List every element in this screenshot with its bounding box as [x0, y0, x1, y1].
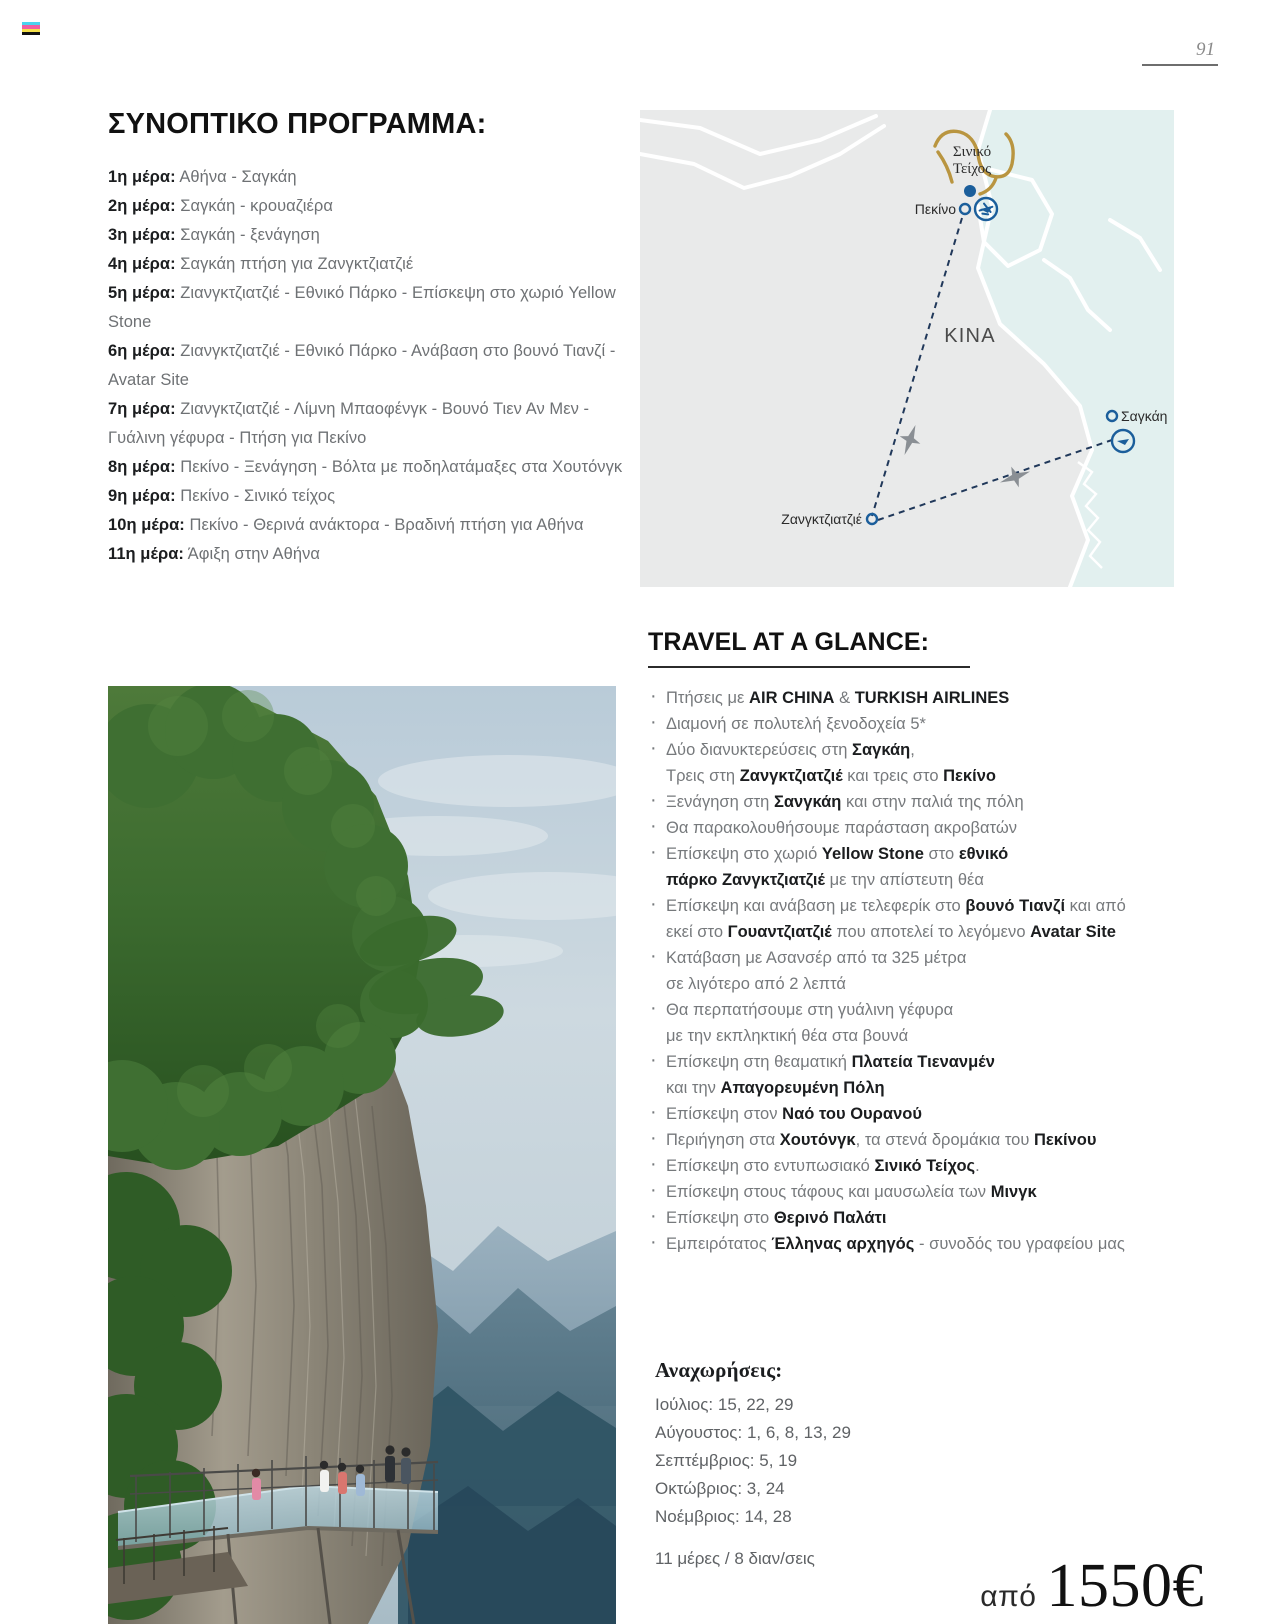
glance-item: [648, 711, 1184, 737]
departure-month-row: [655, 1503, 1015, 1531]
glance-item-highlight: πάρκο Ζανγκτζιατζιέ: [666, 871, 825, 889]
glance-item-highlight: Χουτόνγκ: [779, 1131, 856, 1149]
map-city-label-shanghai: Σαγκάη: [1121, 408, 1168, 424]
itinerary-day-label: 8η μέρα:: [108, 458, 176, 476]
itinerary-day-text: Σαγκάη - ξενάγηση: [175, 226, 320, 244]
itinerary-day-label: 4η μέρα:: [108, 255, 176, 273]
glance-item-text: &: [834, 689, 855, 707]
glance-item-text: και από: [1065, 897, 1126, 915]
glance-item-text: Θα περπατήσουμε στη γυάλινη γέφυρα: [666, 1001, 954, 1019]
glance-item-text: ,: [910, 741, 915, 759]
glance-item-highlight: Σινικό Τείχος: [874, 1157, 976, 1175]
glance-item-text: Εμπειρότατος: [666, 1235, 772, 1253]
itinerary-day: [108, 482, 624, 511]
map-landmark-label-line2: Τείχος: [952, 161, 992, 177]
departure-month-row: [655, 1391, 1015, 1419]
glance-item-text: .: [975, 1157, 980, 1175]
trip-duration: 11 μέρες / 8 διαν/σεις: [655, 1549, 815, 1568]
map-landmark-label-line1: Σινικό: [952, 144, 992, 160]
glance-item-highlight: Γουαντζιατζιέ: [727, 923, 832, 941]
itinerary-day: [108, 279, 624, 337]
glance-item-text: και στην παλιά της πόλη: [841, 793, 1024, 811]
glance-item-text: σε λιγότερο από 2 λεπτά: [666, 975, 846, 993]
glance-item-text: Τρεις στη: [666, 767, 740, 785]
itinerary-day-text: Σαγκάη - κρουαζιέρα: [175, 197, 333, 215]
glance-item: [648, 1127, 1184, 1153]
itinerary-day-text: Πεκίνο - Ξενάγηση - Βόλτα με ποδηλατάμαξες στα Χουτόνγκ: [175, 458, 623, 476]
itinerary-section: [108, 108, 624, 569]
departure-month-name: Ιούλιος:: [655, 1395, 718, 1414]
departure-month-name: Σεπτέμβριος:: [655, 1451, 760, 1470]
page-number: 91: [1196, 39, 1215, 60]
departure-dates: 15, 22, 29: [717, 1395, 794, 1414]
glance-item: [648, 1153, 1184, 1179]
itinerary-day: [108, 163, 624, 192]
glance-item-text: Διαμονή σε πολυτελή ξενοδοχεία 5*: [666, 715, 926, 733]
glance-item: [648, 1101, 1184, 1127]
glance-item-text: , τα στενά δρομάκια του: [855, 1131, 1034, 1149]
glance-item-highlight: TURKISH AIRLINES: [854, 689, 1010, 707]
glance-item-text: με την απίστευτη θέα: [824, 871, 984, 889]
glance-item-text: εκεί στο: [666, 923, 728, 941]
glance-item: [648, 1205, 1184, 1231]
glance-item: [648, 997, 1184, 1049]
price-amount: 1550€: [1046, 1552, 1204, 1621]
itinerary-list: [108, 163, 624, 569]
glance-item: [648, 789, 1184, 815]
glance-item-text: Επίσκεψη στον: [666, 1105, 783, 1123]
glance-item-highlight: Πλατεία Τιενανμέν: [851, 1053, 995, 1071]
itinerary-day-label: 5η μέρα:: [108, 284, 176, 302]
glance-item-highlight: Θερινό Παλάτι: [773, 1209, 887, 1227]
departure-month-name: Αύγουστος:: [655, 1423, 747, 1442]
itinerary-day: [108, 540, 624, 569]
departure-month-name: Νοέμβριος:: [655, 1507, 745, 1526]
glance-item-highlight: Yellow Stone: [821, 845, 924, 863]
departure-dates: 14, 28: [744, 1507, 792, 1526]
glance-item: [648, 1231, 1184, 1257]
itinerary-day-text: Αθήνα - Σαγκάη: [175, 168, 297, 186]
itinerary-day-label: 1η μέρα:: [108, 168, 176, 186]
glance-item-text: και την: [666, 1079, 721, 1097]
itinerary-day: [108, 221, 624, 250]
travel-at-a-glance-section: [648, 628, 1184, 1257]
glance-title: TRAVEL AT A GLANCE:: [648, 628, 930, 656]
departure-month-name: Οκτώβριος:: [655, 1479, 747, 1498]
glance-item-highlight: Avatar Site: [1030, 923, 1116, 941]
glance-item-highlight: Σαγκάη: [852, 741, 911, 759]
glance-item-highlight: βουνό Τιανζί: [965, 897, 1066, 915]
glance-item-text: που αποτελεί το λεγόμενο: [831, 923, 1031, 941]
glance-item: [648, 1179, 1184, 1205]
itinerary-day: [108, 511, 624, 540]
departures-title: Αναχωρήσεις:: [655, 1358, 783, 1382]
glance-item-text: Επίσκεψη στους τάφους και μαυσωλεία των: [666, 1183, 991, 1201]
glance-item: [648, 841, 1184, 893]
itinerary-day: [108, 453, 624, 482]
itinerary-day-text: Πεκίνο - Θερινά ανάκτορα - Βραδινή πτήση για Αθήνα: [184, 516, 584, 534]
glance-item-text: Περιήγηση στα: [666, 1131, 780, 1149]
departure-dates: 5, 19: [759, 1451, 798, 1470]
glance-list: [648, 685, 1184, 1257]
price-prefix: από: [980, 1580, 1037, 1614]
glance-item-highlight: Σανγκάη: [773, 793, 842, 811]
glance-item-text: - συνοδός του γραφείου μας: [914, 1235, 1125, 1253]
glance-item-highlight: Ζανγκτζιατζιέ: [739, 767, 843, 785]
itinerary-day-text: Άφιξη στην Αθήνα: [183, 545, 320, 563]
itinerary-day-label: 3η μέρα:: [108, 226, 176, 244]
map-country-label: ΚΙΝΑ: [944, 325, 996, 347]
glance-item-highlight: Πεκίνο: [943, 767, 997, 785]
itinerary-day-text: Ζιανγκτζιατζιέ - Εθνικό Πάρκο - Ανάβαση στο βουνό Τιανζί - Avatar Site: [108, 342, 616, 389]
itinerary-day-label: 7η μέρα:: [108, 400, 176, 418]
map-city-label-zhangjiajie: Ζανγκτζιατζιέ: [781, 511, 862, 527]
price-block: [980, 1552, 1204, 1621]
glance-item-text: και τρεις στο: [842, 767, 944, 785]
glance-item: [648, 815, 1184, 841]
departure-dates: 1, 6, 8, 13, 29: [746, 1423, 851, 1442]
map-city-label-beijing: Πεκίνο: [914, 201, 956, 217]
glance-item-text: Δύο διανυκτερεύσεις στη: [666, 741, 853, 759]
glance-item-text: Κατάβαση με Ασανσέρ από τα 325 μέτρα: [666, 949, 967, 967]
page-number-rule: [1142, 64, 1218, 66]
itinerary-day-text: Ζιανγκτζιατζιέ - Εθνικό Πάρκο - Επίσκεψη στο χωριό Yellow Stone: [108, 284, 616, 331]
glance-item: [648, 1049, 1184, 1101]
itinerary-day-label: 6η μέρα:: [108, 342, 176, 360]
itinerary-day-label: 9η μέρα:: [108, 487, 176, 505]
departures-list: [655, 1391, 1015, 1531]
departure-month-row: [655, 1475, 1015, 1503]
glance-item: [648, 685, 1184, 711]
glance-item-text: Επίσκεψη στο: [666, 1209, 774, 1227]
glance-item: [648, 737, 1184, 789]
itinerary-day: [108, 337, 624, 395]
glance-item-text: Επίσκεψη στη θεαματική: [666, 1053, 852, 1071]
glance-item-highlight: Ναό του Ουρανού: [782, 1105, 922, 1123]
glance-item-highlight: AIR CHINA: [749, 689, 835, 707]
glance-item-text: με την εκπληκτική θέα στα βουνά: [666, 1027, 909, 1045]
itinerary-day-label: 2η μέρα:: [108, 197, 176, 215]
itinerary-day: [108, 192, 624, 221]
print-registration-mark: [22, 22, 40, 35]
glance-item-highlight: Μινγκ: [990, 1183, 1037, 1201]
departure-dates: 3, 24: [746, 1479, 785, 1498]
glance-item-highlight: Απαγορευμένη Πόλη: [720, 1079, 885, 1097]
glance-item-text: στο: [923, 845, 959, 863]
itinerary-day-label: 11η μέρα:: [108, 545, 184, 563]
glance-item-text: Θα παρακολουθήσουμε παράσταση ακροβατών: [666, 819, 1018, 837]
glance-item: [648, 945, 1184, 997]
glance-item-text: Ξενάγηση στη: [666, 793, 774, 811]
itinerary-day-text: Σαγκάη πτήση για Ζανγκτζιατζιέ: [175, 255, 414, 273]
route-map: [640, 110, 1174, 587]
itinerary-day: [108, 395, 624, 453]
glance-item-text: Πτήσεις με: [666, 689, 750, 707]
glance-item-highlight: εθνικό: [958, 845, 1009, 863]
destination-photo: [108, 686, 616, 1624]
itinerary-day-text: Ζιανγκτζιατζιέ - Λίμνη Μπαοφένγκ - Βουνό Τιεν Αν Μεν - Γυάλινη γέφυρα - Πτήση για Πεκίνο: [108, 400, 590, 447]
glance-item-text: Επίσκεψη στο εντυπωσιακό: [666, 1157, 875, 1175]
itinerary-day: [108, 250, 624, 279]
glance-item-highlight: Έλληνας αρχηγός: [771, 1235, 915, 1253]
departures-section: [655, 1358, 1015, 1569]
glance-item-text: Επίσκεψη και ανάβαση με τελεφερίκ στο: [666, 897, 966, 915]
glance-item-highlight: Πεκίνου: [1034, 1131, 1097, 1149]
glance-item-text: Επίσκεψη στο χωριό: [666, 845, 822, 863]
departure-month-row: [655, 1419, 1015, 1447]
page-title: ΣΥΝΟΠΤΙΚΟ ΠΡΟΓΡΑΜΜΑ:: [108, 108, 487, 140]
glance-title-rule: [648, 666, 970, 668]
departure-month-row: [655, 1447, 1015, 1475]
glance-item: [648, 893, 1184, 945]
itinerary-day-label: 10η μέρα:: [108, 516, 185, 534]
itinerary-day-text: Πεκίνο - Σινικό τείχος: [175, 487, 336, 505]
page-number-block: [1098, 40, 1218, 66]
